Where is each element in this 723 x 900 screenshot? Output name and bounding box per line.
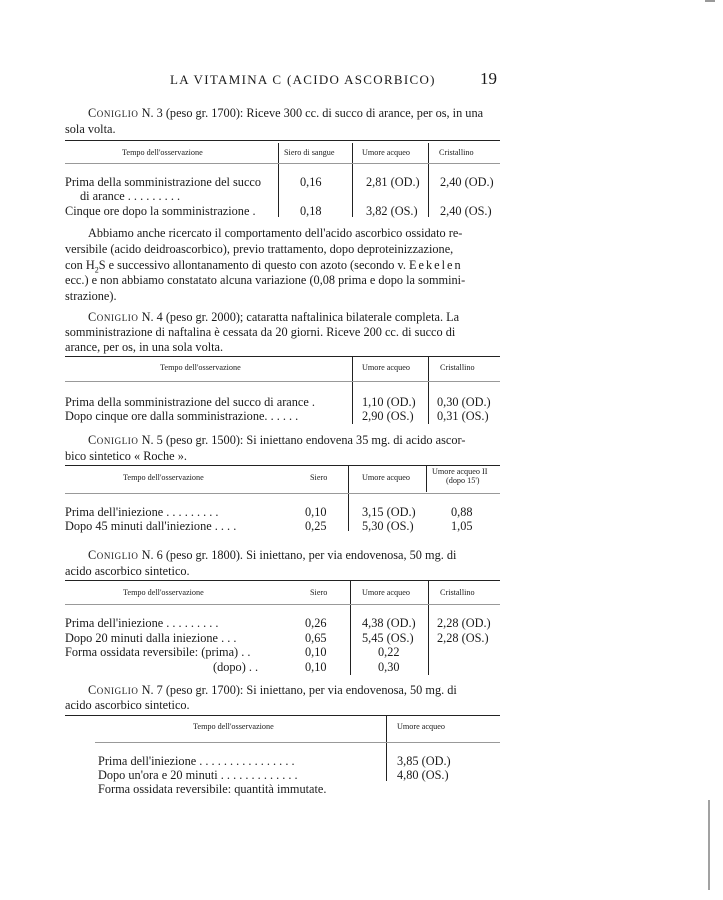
case3-line2: sola volta.	[65, 122, 116, 136]
cell: 3,85 (OD.)	[397, 754, 451, 768]
cell: 3,82 (OS.)	[366, 204, 418, 218]
col-header: Siero	[310, 588, 328, 597]
table-note: Forma ossidata reversibile: quantità immutate.	[98, 782, 327, 796]
row-label: Prima della somministrazione del succo di arance .	[65, 395, 315, 409]
running-header: LA VITAMINA C (ACIDO ASCORBICO)	[170, 72, 436, 87]
author-name: Eekelen	[409, 258, 463, 272]
col-header: Umore acqueo	[397, 722, 445, 731]
cell: 2,28 (OS.)	[437, 631, 489, 645]
case4-line1: Coniglio N. 4 (peso gr. 2000); cataratta naftalinica bilaterale completa. La	[88, 310, 460, 324]
col-divider	[428, 580, 429, 675]
row-label: (dopo) . .	[213, 660, 259, 674]
cell: 0,88	[451, 505, 473, 519]
cell: 0,25	[305, 519, 327, 533]
row-label: di arance . . . . . . . . .	[80, 189, 181, 203]
cell: 0,26	[305, 616, 327, 630]
row-label: Prima della somministrazione del succo	[65, 175, 262, 189]
cell: 0,16	[300, 175, 322, 189]
scan-edge-mark	[708, 800, 710, 890]
cell: 4,38 (OD.)	[362, 616, 416, 630]
cell: 3,15 (OD.)	[362, 505, 416, 519]
col-header: Cristallino	[440, 363, 475, 372]
table-rule	[65, 140, 500, 141]
col-divider	[352, 143, 353, 217]
col-header: Umore acqueo	[362, 588, 410, 597]
table-rule	[95, 742, 500, 743]
col-divider	[428, 143, 429, 217]
case7-line1: Coniglio N. 7 (peso gr. 1700): Si iniettano, per via endovenosa, 50 mg. di	[88, 683, 457, 697]
case-lead: Coniglio	[88, 310, 139, 324]
case7-line2: acido ascorbico sintetico.	[65, 698, 190, 712]
col-header: Umore acqueo II	[432, 467, 488, 476]
cell: 0,10	[305, 505, 327, 519]
table-rule	[65, 493, 500, 494]
cell: 0,22	[378, 645, 400, 659]
cell: 0,30 (OD.)	[437, 395, 491, 409]
cell: 2,40 (OS.)	[440, 204, 492, 218]
case4-line: somministrazione di naftalina è cessata da 20 giorni. Riceve 200 cc. di succo di	[65, 325, 456, 339]
scan-edge-mark	[705, 0, 715, 2]
cell: 0,65	[305, 631, 327, 645]
table-rule	[65, 580, 500, 581]
para-line: strazione).	[65, 289, 117, 303]
cell: 5,45 (OS.)	[362, 631, 414, 645]
case6-line1: Coniglio N. 6 (peso gr. 1800). Si iniettano, per via endovenosa, 50 mg. di	[88, 548, 457, 562]
case6-line2: acido ascorbico sintetico.	[65, 564, 190, 578]
col-header: Umore acqueo	[362, 148, 410, 157]
cell: 0,10	[305, 645, 327, 659]
row-label: Prima dell'iniezione . . . . . . . . . . . . . . . .	[98, 754, 295, 768]
row-label: Prima dell'iniezione . . . . . . . . .	[65, 505, 219, 519]
col-header: Cristallino	[440, 588, 475, 597]
col-divider	[426, 466, 427, 492]
case-lead: Coniglio	[88, 548, 139, 562]
col-header: Umore acqueo	[362, 363, 410, 372]
col-header: Siero di sangue	[284, 148, 335, 157]
row-label: Dopo 20 minuti dalla iniezione . . .	[65, 631, 237, 645]
col-header: Umore acqueo	[362, 473, 410, 482]
case-lead: Coniglio	[88, 106, 139, 120]
cell: 1,05	[451, 519, 473, 533]
col-divider	[278, 143, 279, 217]
table-rule	[65, 604, 500, 605]
row-label: Prima dell'iniezione . . . . . . . . .	[65, 616, 219, 630]
cell: 0,30	[378, 660, 400, 674]
cell: 2,81 (OD.)	[366, 175, 420, 189]
row-label: Cinque ore dopo la somministrazione .	[65, 204, 256, 218]
case-lead: Coniglio	[88, 683, 139, 697]
case-lead: Coniglio	[88, 433, 139, 447]
cell: 0,31 (OS.)	[437, 409, 489, 423]
page-number: 19	[480, 69, 497, 88]
col-divider	[352, 356, 353, 424]
cell: 2,40 (OD.)	[440, 175, 494, 189]
row-label: Dopo cinque ore dalla somministrazione. . . . . .	[65, 409, 299, 423]
row-label: Dopo un'ora e 20 minuti . . . . . . . . . . . . .	[98, 768, 298, 782]
row-label: Forma ossidata reversibile: (prima) . .	[65, 645, 251, 659]
para-line: ecc.) e non abbiamo constatato alcuna variazione (0,08 prima e dopo la sommini-	[65, 273, 466, 287]
para-line-h2s: con $H_2S$ e successivo allontanamento di questo con azoto (secondo v. Eekelen	[65, 258, 463, 275]
col-header: Cristallino	[439, 148, 474, 157]
col-divider	[386, 715, 387, 781]
case5-line2: bico sintetico « Roche ».	[65, 449, 187, 463]
table-rule	[65, 715, 500, 716]
case4-line: arance, per os, in una sola volta.	[65, 340, 224, 354]
row-label: Dopo 45 minuti dall'iniezione . . . .	[65, 519, 237, 533]
col-divider	[350, 580, 351, 675]
col-header: (dopo 15')	[446, 476, 480, 485]
cell: 0,10	[305, 660, 327, 674]
col-divider	[348, 466, 349, 531]
col-header: Tempo dell'osservazione	[123, 588, 204, 597]
table-rule	[65, 465, 500, 466]
col-header: Tempo dell'osservazione	[122, 148, 203, 157]
cell: 2,28 (OD.)	[437, 616, 491, 630]
para-line: Abbiamo anche ricercato il comportamento dell'acido ascorbico ossidato re-	[88, 226, 463, 240]
cell: 0,18	[300, 204, 322, 218]
case5-line1: Coniglio N. 5 (peso gr. 1500): Si iniettano endovena 35 mg. di acido ascor-	[88, 433, 466, 447]
cell: 4,80 (OS.)	[397, 768, 449, 782]
para-line: versibile (acido deidroascorbico), previo trattamento, dopo deproteinizzazione,	[65, 242, 454, 256]
cell: 5,30 (OS.)	[362, 519, 414, 533]
case3-line1: Coniglio N. 3 (peso gr. 1700): Riceve 300 cc. di succo di arance, per os, in una	[88, 106, 484, 120]
cell: 2,90 (OS.)	[362, 409, 414, 423]
table-rule	[65, 356, 500, 357]
col-header: Siero	[310, 473, 328, 482]
table-rule	[65, 163, 500, 164]
col-header: Tempo dell'osservazione	[160, 363, 241, 372]
col-header: Tempo dell'osservazione	[123, 473, 204, 482]
col-header: Tempo dell'osservazione	[193, 722, 274, 731]
cell: 1,10 (OD.)	[362, 395, 416, 409]
col-divider	[428, 356, 429, 424]
table-rule	[65, 381, 500, 382]
